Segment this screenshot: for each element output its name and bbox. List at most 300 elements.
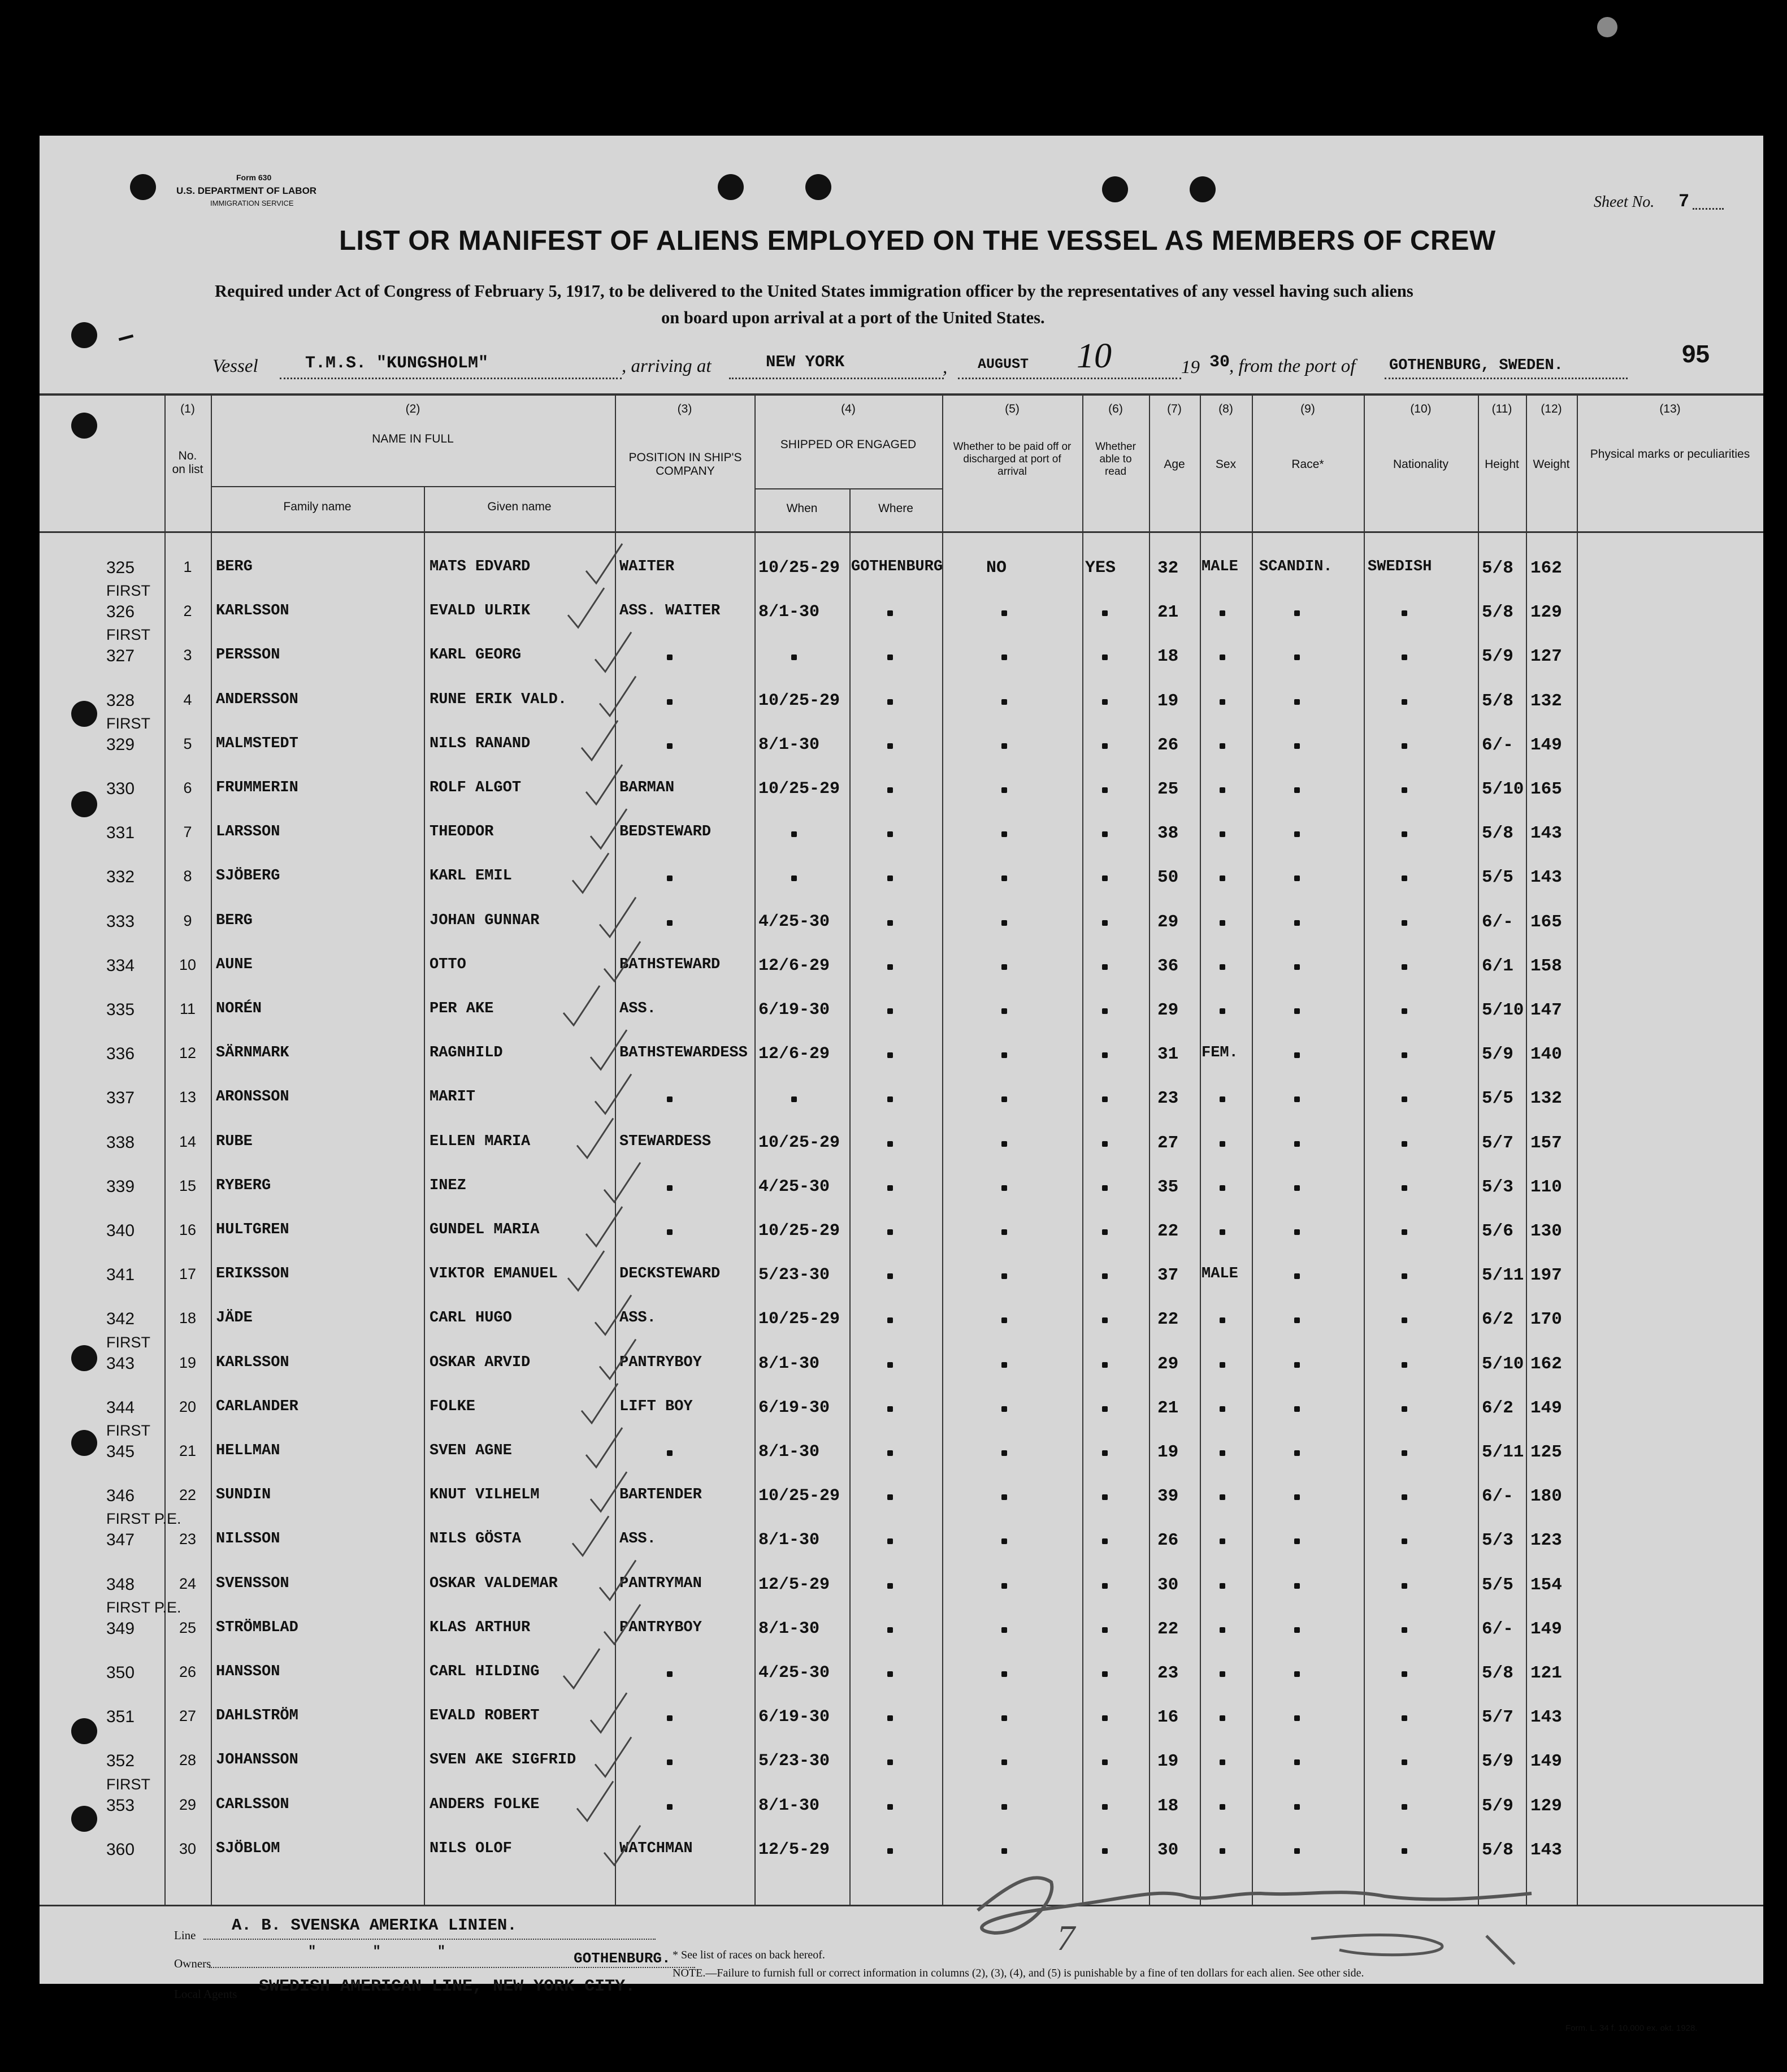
cell-weight: 132 (1530, 691, 1562, 711)
cell-when: 8/1-30 (758, 1796, 820, 1815)
cell-family: SJÖBERG (216, 868, 280, 885)
cell-no: 6 (183, 779, 192, 796)
cell-height: 5/10 (1482, 779, 1524, 799)
cell-family: KARLSSON (216, 602, 289, 620)
cell-family: JOHANSSON (216, 1752, 298, 1769)
col4b-header: Where (878, 502, 913, 515)
cell-height: 5/10 (1482, 1354, 1524, 1374)
cell-ref: 333 (106, 912, 135, 931)
cell-when: 6/19-30 (758, 1398, 830, 1418)
col2a-header: Family name (283, 500, 352, 513)
cell-family: HULTGREN (216, 1221, 289, 1238)
col2b-header: Given name (487, 500, 552, 513)
service-name: IMMIGRATION SERVICE (210, 199, 294, 207)
cell-weight: 143 (1530, 823, 1562, 844)
cell-age: 21 (1157, 1398, 1179, 1418)
cell-ref: 346 (106, 1486, 135, 1506)
cell-height: 6/- (1482, 1619, 1513, 1639)
cell-family: DAHLSTRÖM (216, 1707, 298, 1725)
handwritten-seven: 7 (1057, 1918, 1075, 1958)
cell-position: BARTENDER (619, 1486, 702, 1504)
cell-note: FIRST (106, 1333, 150, 1351)
cell-ref: 329 (106, 735, 135, 754)
check-mark (604, 942, 640, 981)
cell-family: RUBE (216, 1133, 253, 1150)
cell-given: NILS RANAND (430, 735, 531, 752)
cell-given: KNUT VILHELM (430, 1486, 540, 1504)
check-mark (591, 1693, 627, 1732)
cell-when: 8/1-30 (758, 1442, 820, 1462)
cell-given: KARL GEORG (430, 647, 522, 664)
cell-position: WAITER (619, 558, 675, 575)
cell-family: MALMSTEDT (216, 735, 298, 752)
cell-weight: 165 (1530, 912, 1562, 932)
cell-when: 4/25-30 (758, 1177, 830, 1197)
owners-dotline (209, 1967, 695, 1968)
penalty-note: NOTE.—Failure to furnish full or correct information in columns (2), (3), (4), and (5) is punishable by a fine of ten dollars for each alien. See other side. (673, 1967, 1364, 1979)
cell-given: ROLF ALGOT (430, 779, 522, 796)
cell-family: NILSSON (216, 1531, 280, 1548)
cell-given: JOHAN GUNNAR (430, 912, 540, 929)
cell-weight: 125 (1530, 1442, 1562, 1462)
cell-ref: 341 (106, 1265, 135, 1285)
cell-note: FIRST P.E. (106, 1598, 181, 1616)
cell-age: 19 (1157, 1442, 1179, 1462)
cell-weight: 121 (1530, 1663, 1562, 1683)
cell-given: CARL HUGO (430, 1310, 512, 1327)
cell-weight: 143 (1530, 868, 1562, 888)
owners: GOTHENBURG. (574, 1950, 671, 1967)
cell-given: RUNE ERIK VALD. (430, 691, 567, 708)
cell-note: FIRST (106, 714, 150, 732)
cell-weight: 123 (1530, 1531, 1562, 1551)
cell-when: 12/6-29 (758, 956, 830, 976)
cell-given: KLAS ARTHUR (430, 1619, 531, 1636)
cell-no: 23 (179, 1531, 197, 1548)
cell-no: 12 (179, 1044, 197, 1062)
cell-nat: SWEDISH (1368, 558, 1432, 575)
cell-when: 8/1-30 (758, 1531, 820, 1550)
cell-height: 5/3 (1482, 1531, 1513, 1551)
cell-height: 5/8 (1482, 558, 1513, 578)
cell-position: WATCHMAN (619, 1840, 693, 1857)
cell-race: SCANDIN. (1259, 558, 1333, 575)
cell-family: ANDERSSON (216, 691, 298, 708)
cell-note: FIRST P.E. (106, 1510, 181, 1528)
cell-when: 10/25-29 (758, 779, 840, 799)
cell-family: STRÖMBLAD (216, 1619, 298, 1636)
cell-ref: 332 (106, 868, 135, 887)
cell-family: SÄRNMARK (216, 1044, 289, 1062)
form-code: Form. L. 34 f. 10,000 ex. okt. 1928. (1565, 2023, 1698, 2033)
cell-where: GOTHENBURG (851, 558, 943, 575)
cell-family: SVENSSON (216, 1575, 289, 1592)
check-marks (40, 136, 1763, 1984)
cell-family: LARSSON (216, 823, 280, 841)
check-mark (595, 1737, 631, 1776)
check-mark (604, 1826, 640, 1865)
col1-header: No. on list (172, 449, 203, 476)
cell-ref: 328 (106, 691, 135, 710)
cell-when: 5/23-30 (758, 1265, 830, 1285)
check-mark (591, 1472, 627, 1511)
cell-when: 10/25-29 (758, 1310, 840, 1329)
cell-no: 17 (179, 1265, 197, 1283)
cell-given: CARL HILDING (430, 1663, 540, 1680)
cell-family: KARLSSON (216, 1354, 289, 1371)
cell-position: STEWARDESS (619, 1133, 712, 1150)
cell-ref: 360 (106, 1840, 135, 1859)
col3-number: (3) (677, 402, 692, 415)
cell-height: 6/- (1482, 1486, 1513, 1507)
cell-age: 37 (1157, 1265, 1179, 1286)
cell-ref: 344 (106, 1398, 135, 1417)
sheet-label: Sheet No. (1594, 193, 1655, 211)
cell-age: 22 (1157, 1221, 1179, 1241)
cell-no: 20 (179, 1398, 197, 1415)
cell-no: 24 (179, 1575, 197, 1592)
cell-read: YES (1085, 558, 1116, 578)
cell-height: 5/9 (1482, 1752, 1513, 1772)
col4-header: SHIPPED OR ENGAGED (780, 438, 917, 451)
cell-position: BEDSTEWARD (619, 823, 712, 841)
check-mark (600, 898, 636, 937)
cell-weight: 129 (1530, 602, 1562, 623)
cell-when: 8/1-30 (758, 1354, 820, 1373)
cell-age: 27 (1157, 1133, 1179, 1153)
cell-no: 18 (179, 1310, 197, 1327)
cell-given: OSKAR VALDEMAR (430, 1575, 558, 1592)
cell-when: 6/19-30 (758, 1707, 830, 1727)
cell-age: 21 (1157, 602, 1179, 623)
cell-given: ELLEN MARIA (430, 1133, 531, 1150)
cell-family: CARLSSON (216, 1796, 289, 1813)
cell-ref: 348 (106, 1575, 135, 1594)
arriving-label: , arriving at (622, 356, 712, 376)
col9-header: Race* (1291, 458, 1324, 471)
cell-given: THEODOR (430, 823, 494, 841)
cell-ref: 338 (106, 1133, 135, 1152)
cell-height: 5/11 (1482, 1442, 1524, 1462)
cell-weight: 149 (1530, 1619, 1562, 1639)
col11-header: Height (1485, 458, 1519, 471)
col13-number: (13) (1659, 402, 1681, 415)
check-mark (582, 721, 618, 760)
cell-weight: 147 (1530, 1000, 1562, 1020)
cell-when: 12/5-29 (758, 1840, 830, 1859)
cell-given: NILS GÖSTA (430, 1531, 522, 1548)
cell-no: 14 (179, 1133, 197, 1150)
cell-note: FIRST (106, 1422, 150, 1439)
cell-no: 16 (179, 1221, 197, 1238)
cell-position: PANTRYBOY (619, 1354, 702, 1371)
check-mark (600, 677, 636, 716)
cell-height: 5/10 (1482, 1000, 1524, 1020)
col3-header: POSITION IN SHIP'S COMPANY (628, 451, 742, 478)
col9-number: (9) (1300, 402, 1315, 415)
cell-weight: 129 (1530, 1796, 1562, 1816)
cell-family: SJÖBLOM (216, 1840, 280, 1857)
cell-no: 11 (179, 1000, 196, 1017)
cell-ref: 350 (106, 1663, 135, 1682)
cell-family: JÄDE (216, 1310, 253, 1327)
race-note: * See list of races on back hereof. (673, 1949, 825, 1961)
cell-height: 5/8 (1482, 1840, 1513, 1860)
cell-position: DECKSTEWARD (619, 1265, 721, 1283)
cell-weight: 165 (1530, 779, 1562, 799)
cell-age: 30 (1157, 1575, 1179, 1595)
cell-ref: 330 (106, 779, 135, 798)
col4a-header: When (786, 502, 818, 515)
cell-weight: 170 (1530, 1310, 1562, 1330)
col2-number: (2) (405, 402, 420, 415)
check-mark (572, 853, 609, 892)
check-mark (595, 1074, 631, 1113)
cell-no: 4 (183, 691, 192, 708)
cell-age: 18 (1157, 1796, 1179, 1816)
cell-paid: NO (986, 558, 1007, 578)
col4-number: (4) (841, 402, 856, 415)
cell-given: RAGNHILD (430, 1044, 503, 1062)
stamp-number: 95 (1682, 340, 1710, 368)
cell-given: OTTO (430, 956, 466, 973)
cell-sex: FEM. (1202, 1044, 1238, 1062)
cell-age: 35 (1157, 1177, 1179, 1197)
cell-when: 6/19-30 (758, 1000, 830, 1020)
cell-height: 5/9 (1482, 647, 1513, 667)
cell-weight: 149 (1530, 1752, 1562, 1772)
cell-position: LIFT BOY (619, 1398, 693, 1415)
departure-port: GOTHENBURG, SWEDEN. (1389, 357, 1563, 374)
cell-no: 30 (179, 1840, 197, 1857)
cell-given: OSKAR ARVID (430, 1354, 531, 1371)
cell-height: 6/- (1482, 735, 1513, 755)
sheet-number: 7 (1678, 191, 1690, 212)
col7-number: (7) (1167, 402, 1182, 415)
cell-weight: 140 (1530, 1044, 1562, 1065)
cell-weight: 149 (1530, 1398, 1562, 1418)
cell-given: FOLKE (430, 1398, 476, 1415)
cell-weight: 149 (1530, 735, 1562, 755)
cell-family: SUNDIN (216, 1486, 271, 1504)
cell-when: 10/25-29 (758, 1133, 840, 1152)
cell-given: EVALD ULRIK (430, 602, 531, 620)
cell-age: 29 (1157, 912, 1179, 932)
cell-given: SVEN AGNE (430, 1442, 512, 1459)
cell-age: 32 (1157, 558, 1179, 578)
col13-header: Physical marks or peculiarities (1590, 448, 1750, 461)
cell-age: 36 (1157, 956, 1179, 976)
cell-height: 6/2 (1482, 1310, 1513, 1330)
check-mark (600, 1340, 636, 1379)
department-name: U.S. DEPARTMENT OF LABOR (176, 185, 317, 196)
punch-hole (1597, 17, 1617, 37)
cell-age: 19 (1157, 691, 1179, 711)
check-mark (577, 1781, 613, 1821)
cell-sex: MALE (1202, 558, 1238, 575)
cell-given: NILS OLOF (430, 1840, 512, 1857)
cell-family: HANSSON (216, 1663, 280, 1680)
inspector-signature (944, 1848, 1577, 1967)
col8-header: Sex (1215, 458, 1237, 471)
comma: , (943, 357, 948, 378)
vessel-label: Vessel (212, 356, 258, 376)
cell-family: RYBERG (216, 1177, 271, 1194)
col1-number: (1) (180, 402, 195, 415)
cell-family: CARLANDER (216, 1398, 298, 1415)
cell-age: 18 (1157, 647, 1179, 667)
check-mark (604, 1163, 640, 1202)
check-mark (568, 588, 604, 627)
cell-when: 8/1-30 (758, 602, 820, 622)
cell-note: FIRST (106, 1775, 150, 1793)
cell-position: ASS. (619, 1000, 656, 1017)
cell-weight: 197 (1530, 1265, 1562, 1286)
col7-header: Age (1164, 458, 1185, 471)
cell-no: 13 (179, 1089, 197, 1106)
cell-height: 5/5 (1482, 1575, 1513, 1595)
cell-height: 5/11 (1482, 1265, 1524, 1286)
check-mark (572, 1516, 609, 1555)
cell-age: 26 (1157, 735, 1179, 755)
col2-header: NAME IN FULL (372, 432, 454, 445)
cell-no: 5 (183, 735, 192, 752)
cell-height: 5/8 (1482, 691, 1513, 711)
cell-ref: 337 (106, 1089, 135, 1108)
cell-position: ASS. WAITER (619, 602, 721, 620)
cell-weight: 110 (1530, 1177, 1562, 1197)
cell-given: MATS EDVARD (430, 558, 531, 575)
cell-no: 28 (179, 1752, 197, 1769)
cell-weight: 180 (1530, 1486, 1562, 1507)
cell-ref: 349 (106, 1619, 135, 1638)
cell-given: GUNDEL MARIA (430, 1221, 540, 1238)
cell-no: 2 (183, 602, 192, 620)
cell-age: 29 (1157, 1000, 1179, 1020)
cell-position: BARMAN (619, 779, 675, 796)
cell-weight: 158 (1530, 956, 1562, 976)
arriving-port: NEW YORK (766, 353, 845, 371)
check-mark (586, 765, 622, 804)
cell-no: 21 (179, 1442, 197, 1459)
cell-ref: 347 (106, 1531, 135, 1550)
cell-ref: 352 (106, 1752, 135, 1771)
cell-ref: 345 (106, 1442, 135, 1461)
cell-weight: 132 (1530, 1089, 1562, 1109)
cell-height: 5/9 (1482, 1796, 1513, 1816)
col12-number: (12) (1541, 402, 1562, 415)
year-suffix: 30 (1209, 353, 1230, 372)
cell-sex: MALE (1202, 1265, 1238, 1283)
col8-number: (8) (1218, 402, 1233, 415)
cell-age: 26 (1157, 1531, 1179, 1551)
check-mark (586, 1207, 622, 1246)
check-mark (563, 1649, 600, 1688)
cell-no: 26 (179, 1663, 197, 1680)
cell-when: 10/25-29 (758, 1221, 840, 1241)
cell-family: NORÉN (216, 1000, 262, 1017)
col5-header: Whether to be paid off or discharged at port of arrival (953, 441, 1072, 478)
shipping-line: A. B. SVENSKA AMERIKA LINIEN. (232, 1916, 517, 1935)
arrival-month: AUGUST (978, 356, 1029, 372)
cell-age: 23 (1157, 1089, 1179, 1109)
col11-number: (11) (1491, 402, 1512, 415)
cell-ref: 351 (106, 1707, 135, 1727)
cell-ref: 335 (106, 1000, 135, 1019)
col6-number: (6) (1108, 402, 1123, 415)
cell-height: 5/7 (1482, 1133, 1513, 1153)
check-mark (577, 1119, 613, 1158)
cell-height: 5/7 (1482, 1707, 1513, 1728)
owners-label: Owners (174, 1957, 211, 1970)
cell-given: ANDERS FOLKE (430, 1796, 540, 1813)
agents-label: Local Agents (174, 1987, 237, 2001)
cell-ref: 327 (106, 647, 135, 666)
cell-age: 25 (1157, 779, 1179, 799)
cell-ref: 342 (106, 1310, 135, 1329)
cell-age: 39 (1157, 1486, 1179, 1507)
col12-header: Weight (1533, 458, 1570, 471)
cell-no: 3 (183, 647, 192, 664)
cell-position: PANTRYMAN (619, 1575, 702, 1592)
cell-height: 5/3 (1482, 1177, 1513, 1197)
cell-position: PANTRYBOY (619, 1619, 702, 1636)
cell-ref: 339 (106, 1177, 135, 1196)
cell-no: 22 (179, 1486, 197, 1504)
cell-height: 5/8 (1482, 602, 1513, 623)
cell-family: FRUMMERIN (216, 779, 298, 796)
cell-weight: 157 (1530, 1133, 1562, 1153)
cell-family: ERIKSSON (216, 1265, 289, 1283)
check-mark (604, 1605, 640, 1644)
cell-age: 16 (1157, 1707, 1179, 1728)
page-title: LIST OR MANIFEST OF ALIENS EMPLOYED ON THE VESSEL AS MEMBERS OF CREW (339, 226, 1496, 256)
cell-weight: 143 (1530, 1707, 1562, 1728)
cell-age: 23 (1157, 1663, 1179, 1683)
cell-weight: 130 (1530, 1221, 1562, 1241)
col5-number: (5) (1005, 402, 1020, 415)
cell-no: 9 (183, 912, 192, 929)
line-dotline (203, 1939, 656, 1940)
cell-age: 22 (1157, 1619, 1179, 1639)
cell-ref: 326 (106, 602, 135, 622)
cell-when: 10/25-29 (758, 1486, 840, 1506)
check-mark (586, 1428, 622, 1467)
cell-no: 25 (179, 1619, 197, 1636)
cell-no: 7 (183, 823, 192, 841)
cell-family: ARONSSON (216, 1089, 289, 1106)
cell-given: EVALD ROBERT (430, 1707, 540, 1725)
cell-weight: 143 (1530, 1840, 1562, 1860)
cell-height: 5/9 (1482, 1044, 1513, 1065)
col6-header: Whether able to read (1095, 441, 1136, 478)
cell-ref: 340 (106, 1221, 135, 1240)
cell-age: 31 (1157, 1044, 1179, 1065)
check-mark (582, 1384, 618, 1423)
cell-weight: 127 (1530, 647, 1562, 667)
cell-given: KARL EMIL (430, 868, 512, 885)
cell-height: 5/5 (1482, 868, 1513, 888)
cell-no: 29 (179, 1796, 197, 1813)
cell-ref: 325 (106, 558, 135, 577)
cell-when: 5/23-30 (758, 1752, 830, 1771)
cell-no: 19 (179, 1354, 197, 1371)
cell-when: 10/25-29 (758, 691, 840, 710)
cell-no: 15 (179, 1177, 197, 1194)
cell-height: 5/8 (1482, 1663, 1513, 1683)
cell-age: 22 (1157, 1310, 1179, 1330)
cell-family: AUNE (216, 956, 253, 973)
